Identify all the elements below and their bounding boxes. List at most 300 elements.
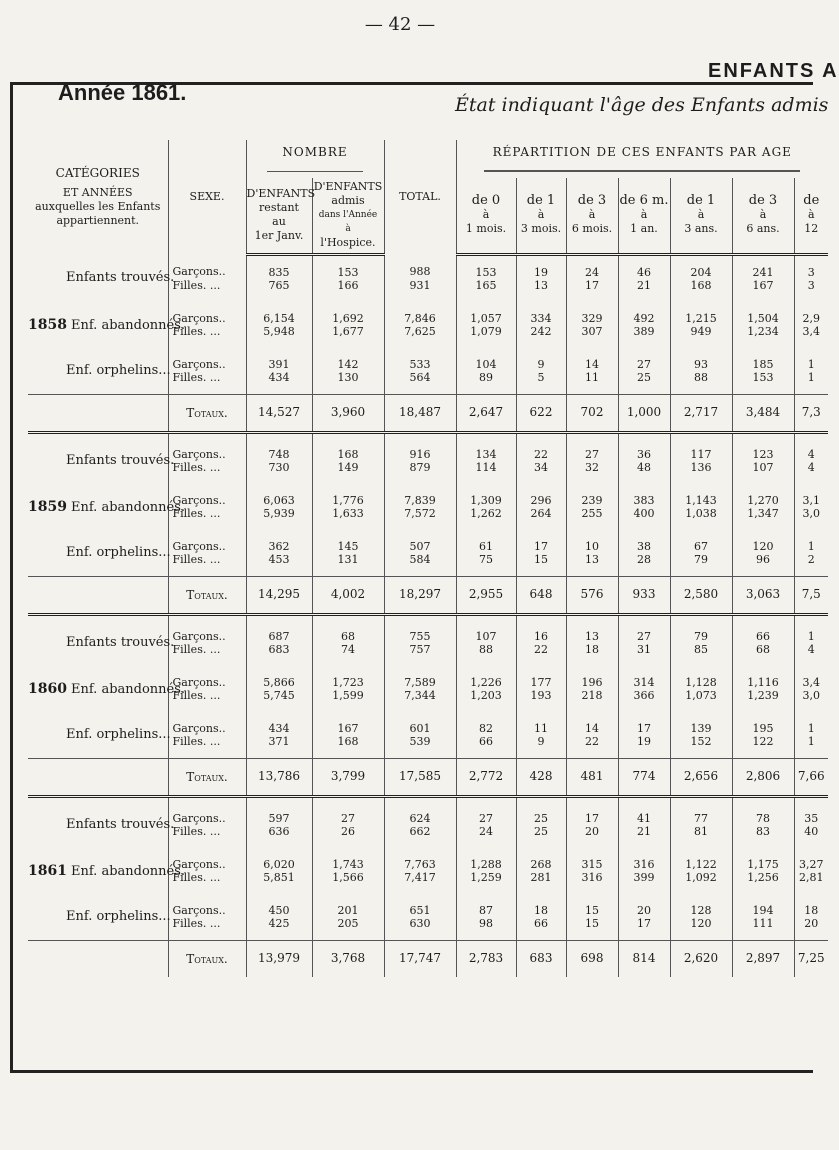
value-cell: 17 <box>618 712 670 735</box>
header-age-line: à <box>697 208 705 222</box>
value-cell: 20 <box>566 825 618 848</box>
value-cell: 329 <box>566 302 618 325</box>
header-categories-line: ET ANNÉES <box>62 186 133 199</box>
value-cell: 1,270 <box>732 484 794 507</box>
sex-label-garcons: Garçons.. <box>168 802 246 825</box>
value-cell: 4 <box>794 643 828 666</box>
header-repartition <box>456 140 828 164</box>
header-age-2 <box>566 178 618 254</box>
value-cell: 434 <box>246 712 312 735</box>
value-cell: 1 <box>794 735 828 759</box>
value-cell: 7,763 <box>384 848 456 871</box>
value-cell: 757 <box>384 643 456 666</box>
value-cell: 730 <box>246 461 312 484</box>
total-value-cell: 7,5 <box>794 576 828 614</box>
value-cell: 168 <box>670 279 732 302</box>
value-cell: 14 <box>566 712 618 735</box>
statistics-table <box>28 140 828 977</box>
value-cell: 3,1 <box>794 484 828 507</box>
value-cell: 507 <box>384 530 456 553</box>
header-age-6 <box>794 178 828 254</box>
value-cell: 916 <box>384 438 456 461</box>
total-value-cell: 3,799 <box>312 758 384 796</box>
value-cell: 104 <box>456 348 516 371</box>
total-value-cell: 702 <box>566 394 618 432</box>
totals-label: Totaux. <box>168 758 246 796</box>
total-value-cell: 2,647 <box>456 394 516 432</box>
value-cell: 6,020 <box>246 848 312 871</box>
value-cell: 25 <box>516 825 566 848</box>
category-cell <box>28 484 186 530</box>
value-cell: 185 <box>732 348 794 371</box>
value-cell: 22 <box>516 438 566 461</box>
value-cell: 1,566 <box>312 871 384 894</box>
value-cell: 7,846 <box>384 302 456 325</box>
sex-label-garcons: Garçons.. <box>168 484 246 507</box>
value-cell: 879 <box>384 461 456 484</box>
category-cell <box>28 348 171 395</box>
value-cell: 651 <box>384 894 456 917</box>
value-cell: 88 <box>670 371 732 395</box>
value-cell: 1,234 <box>732 325 794 348</box>
value-cell: 1,073 <box>670 689 732 712</box>
header-nombre <box>246 140 384 164</box>
value-cell: 1,092 <box>670 871 732 894</box>
value-cell: 66 <box>516 917 566 941</box>
sex-label-filles: Filles. ... <box>168 825 246 848</box>
value-cell: 82 <box>456 712 516 735</box>
value-cell: 255 <box>566 507 618 530</box>
total-value-cell: 13,786 <box>246 758 312 796</box>
total-value-cell: 2,717 <box>670 394 732 432</box>
category-cell <box>28 894 171 941</box>
value-cell: 4 <box>794 461 828 484</box>
value-cell: 194 <box>732 894 794 917</box>
header-age-4 <box>670 178 732 254</box>
value-cell: 264 <box>516 507 566 530</box>
value-cell: 601 <box>384 712 456 735</box>
value-cell: 21 <box>618 279 670 302</box>
value-cell: 145 <box>312 530 384 553</box>
value-cell: 34 <box>516 461 566 484</box>
value-cell: 107 <box>456 620 516 643</box>
value-cell: 316 <box>566 871 618 894</box>
value-cell: 2,9 <box>794 302 828 325</box>
value-cell: 1,677 <box>312 325 384 348</box>
header-age-line: à <box>807 208 815 222</box>
total-value-cell: 774 <box>618 758 670 796</box>
total-value-cell: 933 <box>618 576 670 614</box>
category-name: Enf. orphelins... <box>66 727 171 742</box>
value-cell: 988 <box>384 254 456 279</box>
category-name: Enfants trouvés. <box>66 817 175 832</box>
value-cell: 1,128 <box>670 666 732 689</box>
value-cell: 93 <box>670 348 732 371</box>
value-cell: 450 <box>246 894 312 917</box>
header-categories <box>28 140 168 254</box>
value-cell: 18 <box>794 894 828 917</box>
value-cell: 835 <box>246 254 312 279</box>
value-cell: 27 <box>456 802 516 825</box>
total-value-cell: 648 <box>516 576 566 614</box>
value-cell: 41 <box>618 802 670 825</box>
value-cell: 4 <box>794 438 828 461</box>
category-cell <box>28 848 186 894</box>
value-cell: 107 <box>732 461 794 484</box>
sex-label-garcons: Garçons.. <box>168 254 246 279</box>
value-cell: 1,347 <box>732 507 794 530</box>
value-cell: 1,309 <box>456 484 516 507</box>
value-cell: 11 <box>516 712 566 735</box>
value-cell: 3,4 <box>794 666 828 689</box>
sex-label-garcons: Garçons.. <box>168 348 246 371</box>
sex-label-garcons: Garçons.. <box>168 620 246 643</box>
value-cell: 5,745 <box>246 689 312 712</box>
value-cell: 149 <box>312 461 384 484</box>
header-nombre-label: NOMBRE <box>282 145 348 159</box>
value-cell: 13 <box>566 553 618 577</box>
value-cell: 316 <box>618 848 670 871</box>
header-admis-line: l'Hospice. <box>320 236 376 250</box>
sex-label-filles: Filles. ... <box>168 553 246 577</box>
total-value-cell: 3,960 <box>312 394 384 432</box>
value-cell: 389 <box>618 325 670 348</box>
value-cell: 19 <box>618 735 670 759</box>
table-row <box>28 302 828 325</box>
value-cell: 15 <box>566 894 618 917</box>
value-cell: 242 <box>516 325 566 348</box>
value-cell: 399 <box>618 871 670 894</box>
total-value-cell: 17,585 <box>384 758 456 796</box>
value-cell: 201 <box>312 894 384 917</box>
value-cell: 177 <box>516 666 566 689</box>
value-cell: 17 <box>566 279 618 302</box>
sex-label-filles: Filles. ... <box>168 871 246 894</box>
value-cell: 75 <box>456 553 516 577</box>
value-cell: 1,776 <box>312 484 384 507</box>
value-cell: 366 <box>618 689 670 712</box>
header-age-line: de 3 <box>748 193 778 209</box>
value-cell: 1,057 <box>456 302 516 325</box>
table-row <box>28 438 828 461</box>
value-cell: 755 <box>384 620 456 643</box>
value-cell: 1 <box>794 620 828 643</box>
table-row <box>28 620 828 643</box>
value-cell: 1,259 <box>456 871 516 894</box>
total-value-cell: 481 <box>566 758 618 796</box>
value-cell: 85 <box>670 643 732 666</box>
value-cell: 1 <box>794 712 828 735</box>
value-cell: 14 <box>566 348 618 371</box>
value-cell: 1 <box>794 371 828 395</box>
total-value-cell: 14,295 <box>246 576 312 614</box>
total-value-cell: 2,580 <box>670 576 732 614</box>
value-cell: 1,633 <box>312 507 384 530</box>
value-cell: 32 <box>566 461 618 484</box>
sex-label-garcons: Garçons.. <box>168 712 246 735</box>
value-cell: 3,0 <box>794 689 828 712</box>
header-restant <box>246 178 316 254</box>
sex-label-filles: Filles. ... <box>168 279 246 302</box>
header-age-line: à <box>640 208 648 222</box>
table-row <box>28 348 828 371</box>
header-age-line: 1 an. <box>630 222 658 236</box>
total-value-cell: 2,656 <box>670 758 732 796</box>
header-age-line: à <box>588 208 596 222</box>
category-cell <box>28 712 171 759</box>
value-cell: 28 <box>618 553 670 577</box>
value-cell: 7,589 <box>384 666 456 689</box>
category-name: Enfants trouvés. <box>66 453 175 468</box>
header-age-line: 12 <box>804 222 819 236</box>
value-cell: 7,572 <box>384 507 456 530</box>
value-cell: 120 <box>670 917 732 941</box>
sub-title: État indiquant l'âge des Enfants admis <box>455 94 829 116</box>
total-value-cell: 7,25 <box>794 940 828 977</box>
header-age-line: de 1 <box>686 193 716 209</box>
value-cell: 383 <box>618 484 670 507</box>
value-cell: 13 <box>566 620 618 643</box>
totals-row <box>28 576 828 614</box>
value-cell: 79 <box>670 620 732 643</box>
header-restant-line: restant <box>259 201 299 215</box>
sex-label-filles: Filles. ... <box>168 325 246 348</box>
value-cell: 1,079 <box>456 325 516 348</box>
value-cell: 7,839 <box>384 484 456 507</box>
sex-label-filles: Filles. ... <box>168 735 246 759</box>
value-cell: 130 <box>312 371 384 395</box>
header-age-0 <box>456 178 516 254</box>
value-cell: 24 <box>456 825 516 848</box>
value-cell: 624 <box>384 802 456 825</box>
value-cell: 1,038 <box>670 507 732 530</box>
header-nombre-rule <box>246 164 384 178</box>
year-label: 1858 <box>28 316 67 333</box>
value-cell: 1,116 <box>732 666 794 689</box>
value-cell: 31 <box>618 643 670 666</box>
value-cell: 77 <box>670 802 732 825</box>
header-repartition-label: RÉPARTITION DE CES ENFANTS PAR AGE <box>492 145 792 159</box>
table-row <box>28 848 828 871</box>
value-cell: 3,27 <box>794 848 828 871</box>
header-age-line: 1 mois. <box>465 222 507 236</box>
value-cell: 123 <box>732 438 794 461</box>
value-cell: 13 <box>516 279 566 302</box>
table-row <box>28 530 828 553</box>
table-row <box>28 484 828 507</box>
header-age-5 <box>732 178 794 254</box>
value-cell: 66 <box>456 735 516 759</box>
category-name: Enf. orphelins... <box>66 909 171 924</box>
header-age-3 <box>618 178 670 254</box>
header-age-line: de 3 <box>577 193 607 209</box>
header-age-line: de 1 <box>526 193 556 209</box>
value-cell: 19 <box>516 254 566 279</box>
total-value-cell: 814 <box>618 940 670 977</box>
value-cell: 3,0 <box>794 507 828 530</box>
header-age-1 <box>516 178 566 254</box>
value-cell: 167 <box>312 712 384 735</box>
total-value-cell: 2,897 <box>732 940 794 977</box>
header-categories-line: CATÉGORIES <box>55 166 140 180</box>
total-value-cell: 3,768 <box>312 940 384 977</box>
category-name: Enf. abandonnés. <box>70 863 186 879</box>
value-cell: 15 <box>516 553 566 577</box>
value-cell: 168 <box>312 735 384 759</box>
value-cell: 11 <box>566 371 618 395</box>
value-cell: 241 <box>732 254 794 279</box>
totals-label: Totaux. <box>168 940 246 977</box>
value-cell: 98 <box>456 917 516 941</box>
value-cell: 5,939 <box>246 507 312 530</box>
header-admis-line: D'ENFANTS <box>313 180 383 194</box>
value-cell: 539 <box>384 735 456 759</box>
total-value-cell: 683 <box>516 940 566 977</box>
category-name: Enfants trouvés. <box>66 635 175 650</box>
header-admis-line: à <box>345 224 351 235</box>
value-cell: 334 <box>516 302 566 325</box>
header-restant-line: D'ENFANTS <box>246 187 316 201</box>
value-cell: 66 <box>732 620 794 643</box>
value-cell: 5,948 <box>246 325 312 348</box>
value-cell: 1,203 <box>456 689 516 712</box>
sex-label-filles: Filles. ... <box>168 461 246 484</box>
value-cell: 564 <box>384 371 456 395</box>
totals-blank-cell <box>28 940 168 977</box>
value-cell: 38 <box>618 530 670 553</box>
sex-label-filles: Filles. ... <box>168 917 246 941</box>
value-cell: 7,417 <box>384 871 456 894</box>
value-cell: 136 <box>670 461 732 484</box>
value-cell: 391 <box>246 348 312 371</box>
total-value-cell: 7,3 <box>794 394 828 432</box>
value-cell: 16 <box>516 620 566 643</box>
sex-label-filles: Filles. ... <box>168 507 246 530</box>
header-total: TOTAL. <box>384 140 456 254</box>
sex-label-garcons: Garçons.. <box>168 894 246 917</box>
value-cell: 117 <box>670 438 732 461</box>
value-cell: 193 <box>516 689 566 712</box>
value-cell: 35 <box>794 802 828 825</box>
totals-blank-cell <box>28 576 168 614</box>
value-cell: 5,866 <box>246 666 312 689</box>
header-age-line: à <box>482 208 490 222</box>
value-cell: 128 <box>670 894 732 917</box>
value-cell: 122 <box>732 735 794 759</box>
value-cell: 453 <box>246 553 312 577</box>
value-cell: 153 <box>732 371 794 395</box>
value-cell: 152 <box>670 735 732 759</box>
header-age-line: à <box>537 208 545 222</box>
totals-blank-cell <box>28 758 168 796</box>
header-restant-line: 1er Janv. <box>254 229 304 243</box>
value-cell: 27 <box>618 348 670 371</box>
value-cell: 167 <box>732 279 794 302</box>
category-name: Enf. abandonnés. <box>70 499 186 515</box>
value-cell: 1,143 <box>670 484 732 507</box>
total-value-cell: 3,063 <box>732 576 794 614</box>
value-cell: 1,122 <box>670 848 732 871</box>
value-cell: 24 <box>566 254 618 279</box>
value-cell: 662 <box>384 825 456 848</box>
value-cell: 683 <box>246 643 312 666</box>
total-value-cell: 622 <box>516 394 566 432</box>
value-cell: 61 <box>456 530 516 553</box>
value-cell: 5 <box>516 371 566 395</box>
totals-label: Totaux. <box>168 394 246 432</box>
header-categories-line: appartiennent. <box>56 214 140 227</box>
page-number: — 42 — <box>364 14 436 35</box>
value-cell: 2 <box>794 553 828 577</box>
value-cell: 1,262 <box>456 507 516 530</box>
sex-label-garcons: Garçons.. <box>168 848 246 871</box>
value-cell: 25 <box>618 371 670 395</box>
value-cell: 584 <box>384 553 456 577</box>
header-age-line: 6 mois. <box>571 222 613 236</box>
value-cell: 195 <box>732 712 794 735</box>
value-cell: 239 <box>566 484 618 507</box>
category-cell <box>28 620 175 666</box>
value-cell: 18 <box>566 643 618 666</box>
value-cell: 1,239 <box>732 689 794 712</box>
value-cell: 1,288 <box>456 848 516 871</box>
header-age-line: de <box>803 193 820 209</box>
category-cell <box>28 254 175 302</box>
value-cell: 139 <box>670 712 732 735</box>
value-cell: 142 <box>312 348 384 371</box>
header-age-line: de 6 m. <box>619 193 669 209</box>
value-cell: 46 <box>618 254 670 279</box>
year-label: 1859 <box>28 498 67 515</box>
total-value-cell: 576 <box>566 576 618 614</box>
year-label: 1861 <box>28 862 67 879</box>
total-value-cell: 3,484 <box>732 394 794 432</box>
header-admis <box>312 178 384 254</box>
sex-label-garcons: Garçons.. <box>168 530 246 553</box>
totals-row <box>28 940 828 977</box>
header-admis-line: admis <box>331 194 365 208</box>
value-cell: 67 <box>670 530 732 553</box>
value-cell: 315 <box>566 848 618 871</box>
value-cell: 492 <box>618 302 670 325</box>
value-cell: 3 <box>794 279 828 302</box>
value-cell: 1 <box>794 348 828 371</box>
value-cell: 96 <box>732 553 794 577</box>
value-cell: 68 <box>312 620 384 643</box>
year-title: Année 1861. <box>58 80 187 105</box>
total-value-cell: 18,297 <box>384 576 456 614</box>
value-cell: 83 <box>732 825 794 848</box>
value-cell: 371 <box>246 735 312 759</box>
value-cell: 15 <box>566 917 618 941</box>
value-cell: 74 <box>312 643 384 666</box>
value-cell: 281 <box>516 871 566 894</box>
value-cell: 2,81 <box>794 871 828 894</box>
value-cell: 636 <box>246 825 312 848</box>
value-cell: 1,504 <box>732 302 794 325</box>
total-value-cell: 4,002 <box>312 576 384 614</box>
total-value-cell: 2,772 <box>456 758 516 796</box>
value-cell: 89 <box>456 371 516 395</box>
value-cell: 40 <box>794 825 828 848</box>
table-row <box>28 802 828 825</box>
header-categories-line: auxquelles les Enfants <box>35 200 161 213</box>
value-cell: 81 <box>670 825 732 848</box>
value-cell: 22 <box>566 735 618 759</box>
table-row <box>28 712 828 735</box>
value-cell: 6,154 <box>246 302 312 325</box>
value-cell: 27 <box>312 802 384 825</box>
